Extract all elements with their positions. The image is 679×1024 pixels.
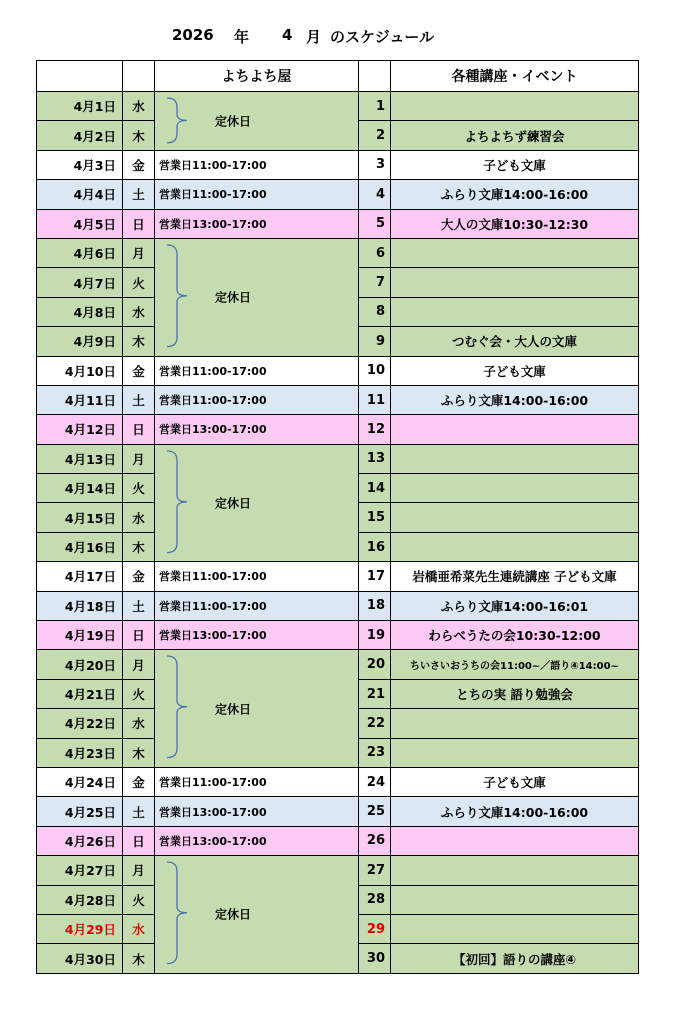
closed-day-label: 定休日 bbox=[215, 702, 252, 717]
weekday-cell: 木 bbox=[123, 327, 155, 356]
weekday-cell: 金 bbox=[123, 562, 155, 591]
business-hours-cell: 営業日11:00-17:00 bbox=[155, 385, 359, 414]
brace-icon bbox=[159, 96, 199, 145]
weekday-cell: 月 bbox=[123, 444, 155, 473]
date-cell: 4月16日 bbox=[37, 532, 123, 561]
event-cell bbox=[391, 709, 639, 738]
day-number-cell: 5 bbox=[359, 209, 391, 238]
weekday-cell: 土 bbox=[123, 180, 155, 209]
table-row bbox=[37, 591, 639, 620]
business-hours-cell: 営業日11:00-17:00 bbox=[155, 356, 359, 385]
date-cell: 4月19日 bbox=[37, 621, 123, 650]
date-cell: 4月23日 bbox=[37, 738, 123, 767]
business-hours-cell: 営業日11:00-17:00 bbox=[155, 180, 359, 209]
date-cell: 4月12日 bbox=[37, 415, 123, 444]
closed-day-cell bbox=[155, 650, 359, 768]
title-year: 2026 bbox=[172, 26, 214, 44]
day-number-cell: 18 bbox=[359, 591, 391, 620]
closed-day-cell bbox=[155, 92, 359, 151]
weekday-cell: 火 bbox=[123, 679, 155, 708]
table-row bbox=[37, 238, 639, 267]
day-number-cell: 14 bbox=[359, 474, 391, 503]
weekday-cell: 日 bbox=[123, 209, 155, 238]
business-hours-cell: 営業日13:00-17:00 bbox=[155, 797, 359, 826]
weekday-cell: 土 bbox=[123, 797, 155, 826]
event-cell: ちいさいおうちの会11:00~／語り④14:00~ bbox=[391, 650, 639, 679]
weekday-cell: 木 bbox=[123, 944, 155, 973]
table-row bbox=[37, 650, 639, 679]
closed-day-cell bbox=[155, 856, 359, 974]
date-cell: 4月27日 bbox=[37, 856, 123, 885]
event-cell bbox=[391, 415, 639, 444]
date-cell: 4月26日 bbox=[37, 826, 123, 855]
weekday-cell: 火 bbox=[123, 268, 155, 297]
header-row bbox=[37, 61, 639, 92]
day-number-cell: 19 bbox=[359, 621, 391, 650]
header-date bbox=[37, 61, 123, 92]
day-number-cell: 29 bbox=[359, 914, 391, 943]
day-number-cell: 12 bbox=[359, 415, 391, 444]
weekday-cell: 火 bbox=[123, 474, 155, 503]
closed-day-cell bbox=[155, 238, 359, 356]
day-number-cell: 27 bbox=[359, 856, 391, 885]
event-cell: つむぐ会・大人の文庫 bbox=[391, 327, 639, 356]
day-number-cell: 16 bbox=[359, 532, 391, 561]
event-cell: ふらり文庫14:00-16:00 bbox=[391, 385, 639, 414]
table-row bbox=[37, 180, 639, 209]
event-cell bbox=[391, 914, 639, 943]
business-hours-cell: 営業日11:00-17:00 bbox=[155, 562, 359, 591]
weekday-cell: 金 bbox=[123, 767, 155, 796]
day-number-cell: 22 bbox=[359, 709, 391, 738]
day-number-cell: 2 bbox=[359, 121, 391, 150]
weekday-cell: 日 bbox=[123, 621, 155, 650]
table-row bbox=[37, 856, 639, 885]
date-cell: 4月20日 bbox=[37, 650, 123, 679]
event-cell bbox=[391, 532, 639, 561]
date-cell: 4月4日 bbox=[37, 180, 123, 209]
date-cell: 4月15日 bbox=[37, 503, 123, 532]
date-cell: 4月2日 bbox=[37, 121, 123, 150]
weekday-cell: 火 bbox=[123, 885, 155, 914]
event-cell: とちの実 語り勉強会 bbox=[391, 679, 639, 708]
brace-icon bbox=[159, 243, 199, 349]
date-cell: 4月10日 bbox=[37, 356, 123, 385]
table-row bbox=[37, 562, 639, 591]
date-cell: 4月30日 bbox=[37, 944, 123, 973]
brace-icon bbox=[159, 449, 199, 555]
weekday-cell: 月 bbox=[123, 856, 155, 885]
day-number-cell: 6 bbox=[359, 238, 391, 267]
event-cell bbox=[391, 856, 639, 885]
day-number-cell: 20 bbox=[359, 650, 391, 679]
date-cell: 4月1日 bbox=[37, 92, 123, 121]
weekday-cell: 水 bbox=[123, 92, 155, 121]
business-hours-cell: 営業日11:00-17:00 bbox=[155, 150, 359, 179]
header-num bbox=[359, 61, 391, 92]
day-number-cell: 3 bbox=[359, 150, 391, 179]
date-cell: 4月8日 bbox=[37, 297, 123, 326]
title-suffix: のスケジュール bbox=[330, 28, 435, 46]
day-number-cell: 9 bbox=[359, 327, 391, 356]
event-cell bbox=[391, 92, 639, 121]
header-yochiyochi: よちよち屋 bbox=[155, 61, 359, 92]
closed-day-label: 定休日 bbox=[215, 907, 252, 922]
title-year-unit: 年 bbox=[234, 28, 250, 46]
event-cell bbox=[391, 444, 639, 473]
event-cell: 岩橋亜希菜先生連続講座 子ども文庫 bbox=[391, 562, 639, 591]
table-row bbox=[37, 444, 639, 473]
date-cell: 4月28日 bbox=[37, 885, 123, 914]
weekday-cell: 土 bbox=[123, 385, 155, 414]
day-number-cell: 15 bbox=[359, 503, 391, 532]
weekday-cell: 月 bbox=[123, 650, 155, 679]
date-cell: 4月18日 bbox=[37, 591, 123, 620]
table-row bbox=[37, 621, 639, 650]
day-number-cell: 24 bbox=[359, 767, 391, 796]
date-cell: 4月21日 bbox=[37, 679, 123, 708]
table-row bbox=[37, 415, 639, 444]
weekday-cell: 水 bbox=[123, 503, 155, 532]
date-cell: 4月7日 bbox=[37, 268, 123, 297]
event-cell: よちよちず練習会 bbox=[391, 121, 639, 150]
business-hours-cell: 営業日11:00-17:00 bbox=[155, 591, 359, 620]
event-cell bbox=[391, 738, 639, 767]
event-cell bbox=[391, 474, 639, 503]
date-cell: 4月22日 bbox=[37, 709, 123, 738]
event-cell bbox=[391, 238, 639, 267]
event-cell bbox=[391, 885, 639, 914]
table-row bbox=[37, 92, 639, 121]
event-cell: 子ども文庫 bbox=[391, 767, 639, 796]
weekday-cell: 金 bbox=[123, 150, 155, 179]
day-number-cell: 17 bbox=[359, 562, 391, 591]
weekday-cell: 木 bbox=[123, 121, 155, 150]
date-cell: 4月9日 bbox=[37, 327, 123, 356]
weekday-cell: 木 bbox=[123, 738, 155, 767]
title-month: 4 bbox=[282, 26, 293, 44]
header-events: 各種講座・イベント bbox=[391, 61, 639, 92]
weekday-cell: 水 bbox=[123, 709, 155, 738]
table-row bbox=[37, 150, 639, 179]
event-cell bbox=[391, 503, 639, 532]
business-hours-cell: 営業日13:00-17:00 bbox=[155, 621, 359, 650]
date-cell: 4月5日 bbox=[37, 209, 123, 238]
day-number-cell: 25 bbox=[359, 797, 391, 826]
event-cell: ふらり文庫14:00-16:00 bbox=[391, 180, 639, 209]
header-dow bbox=[123, 61, 155, 92]
table-row bbox=[37, 209, 639, 238]
date-cell: 4月11日 bbox=[37, 385, 123, 414]
event-cell bbox=[391, 826, 639, 855]
business-hours-cell: 営業日13:00-17:00 bbox=[155, 209, 359, 238]
event-cell: 大人の文庫10:30-12:30 bbox=[391, 209, 639, 238]
day-number-cell: 26 bbox=[359, 826, 391, 855]
day-number-cell: 30 bbox=[359, 944, 391, 973]
event-cell bbox=[391, 268, 639, 297]
business-hours-cell: 営業日11:00-17:00 bbox=[155, 767, 359, 796]
closed-day-label: 定休日 bbox=[215, 290, 252, 305]
event-cell bbox=[391, 297, 639, 326]
business-hours-cell: 営業日13:00-17:00 bbox=[155, 415, 359, 444]
date-cell: 4月29日 bbox=[37, 914, 123, 943]
weekday-cell: 金 bbox=[123, 356, 155, 385]
event-cell: 子ども文庫 bbox=[391, 356, 639, 385]
closed-day-label: 定休日 bbox=[215, 114, 252, 129]
event-cell: ふらり文庫14:00-16:01 bbox=[391, 591, 639, 620]
table-row bbox=[37, 385, 639, 414]
weekday-cell: 日 bbox=[123, 826, 155, 855]
date-cell: 4月25日 bbox=[37, 797, 123, 826]
date-cell: 4月6日 bbox=[37, 238, 123, 267]
day-number-cell: 8 bbox=[359, 297, 391, 326]
schedule-table bbox=[36, 60, 639, 974]
day-number-cell: 21 bbox=[359, 679, 391, 708]
table-row bbox=[37, 356, 639, 385]
day-number-cell: 13 bbox=[359, 444, 391, 473]
page-title bbox=[0, 26, 679, 50]
event-cell: わらべうたの会10:30-12:00 bbox=[391, 621, 639, 650]
event-cell: 子ども文庫 bbox=[391, 150, 639, 179]
event-cell: ふらり文庫14:00-16:00 bbox=[391, 797, 639, 826]
weekday-cell: 水 bbox=[123, 914, 155, 943]
closed-day-label: 定休日 bbox=[215, 496, 252, 511]
brace-icon bbox=[159, 654, 199, 760]
day-number-cell: 28 bbox=[359, 885, 391, 914]
day-number-cell: 10 bbox=[359, 356, 391, 385]
day-number-cell: 23 bbox=[359, 738, 391, 767]
date-cell: 4月13日 bbox=[37, 444, 123, 473]
weekday-cell: 水 bbox=[123, 297, 155, 326]
business-hours-cell: 営業日13:00-17:00 bbox=[155, 826, 359, 855]
date-cell: 4月24日 bbox=[37, 767, 123, 796]
weekday-cell: 木 bbox=[123, 532, 155, 561]
day-number-cell: 7 bbox=[359, 268, 391, 297]
day-number-cell: 11 bbox=[359, 385, 391, 414]
date-cell: 4月3日 bbox=[37, 150, 123, 179]
brace-icon bbox=[159, 860, 199, 966]
weekday-cell: 日 bbox=[123, 415, 155, 444]
date-cell: 4月17日 bbox=[37, 562, 123, 591]
weekday-cell: 月 bbox=[123, 238, 155, 267]
table-row bbox=[37, 826, 639, 855]
table-row bbox=[37, 767, 639, 796]
date-cell: 4月14日 bbox=[37, 474, 123, 503]
weekday-cell: 土 bbox=[123, 591, 155, 620]
day-number-cell: 1 bbox=[359, 92, 391, 121]
title-month-unit: 月 bbox=[306, 28, 322, 46]
closed-day-cell bbox=[155, 444, 359, 562]
event-cell: 【初回】語りの講座④ bbox=[391, 944, 639, 973]
table-row bbox=[37, 797, 639, 826]
day-number-cell: 4 bbox=[359, 180, 391, 209]
